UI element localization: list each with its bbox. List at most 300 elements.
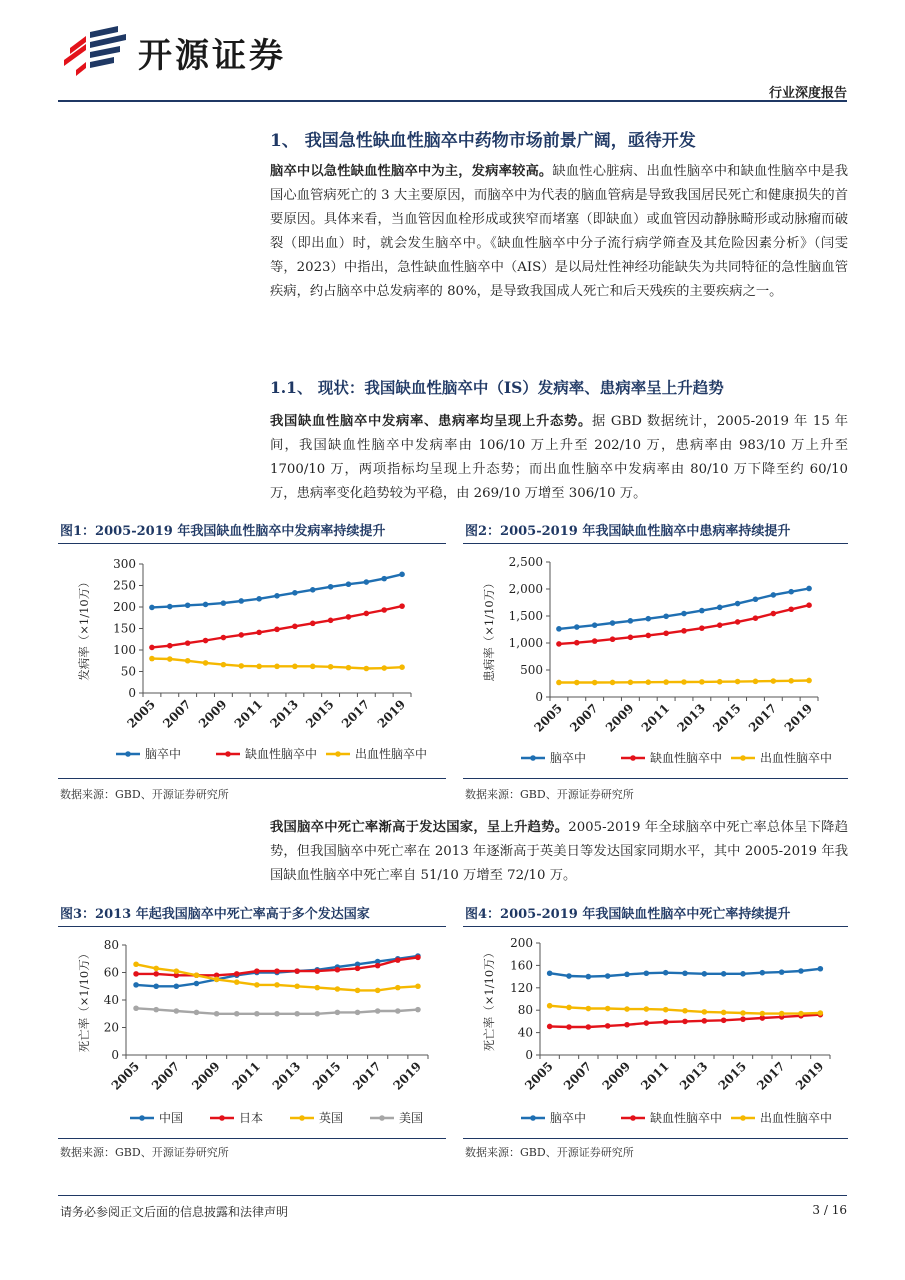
y-tick-label: 40 — [517, 1025, 533, 1040]
legend-label: 缺血性脑卒中 — [245, 747, 318, 761]
data-point — [699, 679, 705, 685]
data-point — [574, 624, 580, 630]
data-point — [328, 584, 334, 590]
y-tick-label: 60 — [103, 965, 119, 980]
data-point — [294, 968, 300, 974]
data-point — [214, 1011, 220, 1017]
legend-label: 缺血性脑卒中 — [650, 1111, 723, 1125]
data-point — [185, 640, 191, 646]
data-point — [254, 1011, 260, 1017]
data-point — [663, 630, 669, 636]
data-point — [740, 1010, 746, 1016]
data-point — [624, 972, 630, 978]
legend-label: 美国 — [399, 1111, 424, 1125]
y-tick-label: 120 — [510, 980, 533, 995]
y-tick-label: 150 — [113, 621, 136, 636]
data-point — [328, 664, 334, 670]
data-point — [753, 679, 759, 685]
data-point — [806, 602, 812, 608]
data-point — [399, 572, 405, 578]
data-point — [153, 971, 159, 977]
data-point — [238, 598, 244, 604]
x-tick-label: 2013 — [674, 701, 708, 735]
subsection-paragraph-1-lead: 我国缺血性脑卒中发病率、患病率均呈现上升态势。 — [270, 414, 592, 429]
legend-label: 出血性脑卒中 — [355, 747, 428, 761]
data-point — [395, 1008, 401, 1014]
data-point — [681, 611, 687, 617]
legend-swatch-dot — [630, 1115, 636, 1121]
footer-divider — [58, 1195, 847, 1196]
data-point — [381, 665, 387, 671]
data-point — [221, 635, 227, 641]
data-point — [274, 627, 280, 633]
data-point — [771, 678, 777, 684]
x-tick-label: 2013 — [269, 1059, 304, 1093]
data-point — [605, 1006, 611, 1012]
data-point — [274, 664, 280, 670]
data-point — [798, 1011, 804, 1017]
data-point — [740, 1016, 746, 1022]
data-point — [381, 607, 387, 613]
data-point — [645, 616, 651, 622]
data-point — [238, 632, 244, 638]
data-point — [610, 620, 616, 626]
legend-swatch-dot — [125, 751, 131, 757]
legend-label: 出血性脑卒中 — [760, 1111, 833, 1125]
figure-3-rule — [58, 926, 446, 927]
data-point — [274, 1011, 280, 1017]
data-point — [153, 966, 159, 972]
page-number: 3 / 16 — [812, 1203, 847, 1217]
data-point — [788, 678, 794, 684]
data-point — [256, 664, 262, 670]
y-tick-label: 80 — [517, 1003, 533, 1018]
data-point — [592, 638, 598, 644]
legend-label: 脑卒中 — [550, 751, 587, 765]
data-point — [167, 604, 173, 610]
x-tick-label: 2009 — [603, 701, 637, 735]
y-tick-label: 250 — [113, 578, 136, 593]
subsection-paragraph-2 — [270, 816, 848, 888]
legend-swatch-dot — [299, 1115, 305, 1121]
data-point — [574, 680, 580, 686]
data-point — [254, 982, 260, 988]
data-point — [292, 590, 298, 596]
data-point — [167, 643, 173, 649]
data-point — [292, 624, 298, 630]
x-tick-label: 2007 — [160, 697, 194, 731]
legend-swatch-dot — [530, 755, 536, 761]
figure-2-title: 图2：2005-2019 年我国缺血性脑卒中患病率持续提升 — [465, 524, 791, 539]
data-point — [415, 955, 421, 961]
data-point — [256, 596, 262, 602]
legend-label: 英国 — [319, 1111, 344, 1125]
figure-1-title: 图1：2005-2019 年我国缺血性脑卒中发病率持续提升 — [60, 524, 386, 539]
data-point — [721, 971, 727, 977]
data-point — [702, 1009, 708, 1015]
y-tick-label: 300 — [113, 557, 136, 571]
data-point — [234, 1011, 240, 1017]
data-point — [153, 1007, 159, 1013]
footer-disclaimer: 请务必参阅正文后面的信息披露和法律声明 — [60, 1205, 289, 1219]
data-point — [753, 615, 759, 621]
data-point — [721, 1010, 727, 1016]
data-point — [547, 970, 553, 976]
data-point — [346, 665, 352, 671]
x-tick-label: 2011 — [229, 1059, 263, 1093]
data-point — [328, 618, 334, 624]
y-tick-label: 1,500 — [508, 609, 543, 623]
data-point — [644, 1006, 650, 1012]
data-point — [256, 630, 262, 636]
data-point — [149, 645, 155, 651]
data-point — [721, 1017, 727, 1023]
y-tick-label: 2,500 — [508, 555, 543, 569]
legend-swatch-dot — [139, 1115, 145, 1121]
data-point — [194, 1010, 200, 1016]
data-point — [133, 971, 139, 977]
y-tick-label: 80 — [103, 938, 119, 952]
data-point — [221, 600, 227, 606]
data-point — [133, 961, 139, 967]
data-point — [771, 611, 777, 617]
data-point — [355, 966, 361, 972]
data-point — [682, 1008, 688, 1014]
data-point — [415, 983, 421, 989]
legend-swatch-dot — [630, 755, 636, 761]
data-point — [644, 1020, 650, 1026]
data-point — [605, 1023, 611, 1029]
x-tick-label: 2017 — [350, 1059, 384, 1093]
data-point — [203, 602, 209, 608]
data-point — [375, 988, 381, 994]
data-point — [310, 664, 316, 670]
data-point — [381, 576, 387, 582]
section-paragraph-body: 缺血性心脏病、出血性脑卒中和缺血性脑卒中是我国心血管病死亡的 3 大主要原因，而脑卒中为代表的脑血管病是导致我国居民死亡和健康损失的首要原因。具体来看，当血管因血栓形成或狭窄而堵塞（即缺血）或血管因动静脉畸形或动脉瘤而破裂（即出血）时，就会发生脑卒中。《缺血性脑卒中分子流行病学筛查及其危险因素分析》（闫雯等，2023）中指出，急性缺血性脑卒中（AIS）是以局灶性神经功能缺失为共同特征的急性脑血管疾病，约占脑卒中总发病率的 80%，是导致我国成人死亡和后天残疾的主要疾病之一。 — [270, 164, 849, 299]
data-point — [556, 680, 562, 686]
data-point — [682, 1019, 688, 1025]
section-paragraph-lead: 脑卒中以急性缺血性脑卒中为主，发病率较高。 — [270, 164, 553, 179]
data-point — [740, 971, 746, 977]
figure-4-chart — [463, 931, 850, 1136]
y-tick-label: 100 — [113, 643, 136, 657]
data-point — [355, 988, 361, 994]
data-point — [203, 638, 209, 644]
x-tick-label: 2019 — [390, 1059, 425, 1093]
data-point — [346, 581, 352, 587]
data-point — [234, 971, 240, 977]
data-point — [610, 680, 616, 686]
data-point — [556, 641, 562, 647]
x-tick-label: 2007 — [567, 701, 601, 735]
data-point — [663, 679, 669, 685]
data-point — [717, 679, 723, 685]
x-tick-label: 2019 — [374, 697, 409, 731]
data-point — [798, 968, 804, 974]
x-tick-label: 2013 — [676, 1059, 711, 1093]
data-point — [702, 971, 708, 977]
data-point — [254, 968, 260, 974]
data-point — [314, 1011, 320, 1017]
header-divider — [58, 100, 847, 102]
data-point — [702, 1018, 708, 1024]
data-point — [610, 636, 616, 642]
legend-swatch-dot — [219, 1115, 225, 1121]
section-title: 1、 我国急性缺血性脑卒中药物市场前景广阔，亟待开发 — [270, 131, 696, 151]
y-tick-label: 0 — [128, 686, 136, 700]
data-point — [645, 633, 651, 639]
x-tick-label: 2015 — [710, 701, 744, 735]
data-point — [314, 985, 320, 991]
y-tick-label: 50 — [120, 664, 136, 679]
y-tick-label: 40 — [103, 993, 119, 1007]
x-tick-label: 2011 — [638, 701, 673, 735]
legend-swatch-dot — [335, 751, 341, 757]
data-point — [779, 969, 785, 975]
data-point — [628, 680, 634, 686]
report-type-label: 行业深度报告 — [768, 86, 847, 101]
data-point — [699, 625, 705, 631]
data-point — [663, 970, 669, 976]
figure-1-rule — [58, 543, 446, 544]
data-point — [153, 983, 159, 989]
data-point — [335, 967, 341, 973]
y-tick-label: 200 — [510, 936, 533, 950]
data-point — [274, 593, 280, 599]
x-tick-label: 2007 — [148, 1059, 183, 1093]
x-tick-label: 2015 — [310, 1059, 344, 1093]
data-point — [628, 635, 634, 641]
data-point — [185, 658, 191, 664]
x-tick-label: 2005 — [522, 1059, 556, 1093]
data-point — [605, 973, 611, 979]
data-point — [547, 1003, 553, 1009]
data-point — [399, 603, 405, 609]
data-point — [547, 1024, 553, 1030]
data-point — [399, 664, 405, 670]
data-point — [717, 605, 723, 611]
y-tick-label: 1,000 — [508, 636, 543, 650]
data-point — [771, 592, 777, 598]
figure-1-source: 数据来源：GBD、开源证券研究所 — [60, 788, 229, 801]
company-logo — [60, 22, 286, 82]
x-tick-label: 2011 — [638, 1059, 672, 1093]
data-point — [335, 1010, 341, 1016]
data-point — [214, 977, 220, 983]
x-tick-label: 2009 — [599, 1059, 634, 1093]
y-tick-label: 20 — [103, 1020, 119, 1035]
data-point — [566, 973, 572, 979]
subsection-paragraph-1-body: 据 GBD 数据统计，2005-2019 年 15 年间，我国缺血性脑卒中发病率由 106/10 万上升至 202/10 万，患病率由 983/10 万上升至 1700/10 万，两项指标均呈现上升态势；而出血性脑卒中发病率由 80/10 万下降至约 60/10 万，患病率变化趋势较为平稳，由 269/10 万增至 306/10 万。 — [270, 414, 849, 501]
data-point — [663, 613, 669, 619]
data-point — [294, 983, 300, 989]
logo-mark-icon — [60, 22, 132, 82]
data-point — [788, 589, 794, 595]
data-point — [133, 982, 139, 988]
data-point — [133, 1005, 139, 1011]
data-point — [149, 605, 155, 611]
data-point — [167, 656, 173, 662]
figure-4-bottom-rule — [463, 1138, 848, 1139]
data-point — [753, 596, 759, 602]
data-point — [346, 614, 352, 620]
data-point — [185, 602, 191, 608]
legend-label: 缺血性脑卒中 — [650, 751, 723, 765]
data-point — [292, 664, 298, 670]
y-tick-label: 160 — [510, 958, 533, 973]
legend-swatch-dot — [740, 755, 746, 761]
data-point — [149, 656, 155, 662]
data-point — [174, 968, 180, 974]
data-point — [624, 1006, 630, 1012]
data-point — [556, 626, 562, 632]
figure-1-chart — [58, 548, 448, 773]
y-tick-label: 0 — [535, 690, 543, 704]
data-point — [238, 663, 244, 669]
x-tick-label: 2017 — [745, 701, 780, 735]
data-point — [760, 1011, 766, 1017]
subsection-paragraph-1 — [270, 410, 848, 506]
figure-3-bottom-rule — [58, 1138, 446, 1139]
data-point — [274, 982, 280, 988]
x-tick-label: 2005 — [531, 701, 566, 735]
logo-text: 开源证券 — [138, 35, 286, 76]
figure-2-chart — [463, 548, 850, 773]
data-point — [592, 680, 598, 686]
x-tick-label: 2009 — [196, 697, 230, 731]
data-point — [310, 587, 316, 593]
data-point — [294, 1011, 300, 1017]
legend-swatch-dot — [225, 751, 231, 757]
data-point — [234, 979, 240, 985]
data-point — [735, 619, 741, 625]
figure-1-bottom-rule — [58, 778, 446, 779]
figure-3-source: 数据来源：GBD、开源证券研究所 — [60, 1146, 229, 1159]
y-tick-label: 200 — [113, 600, 136, 614]
data-point — [415, 1007, 421, 1013]
legend-swatch-dot — [379, 1115, 385, 1121]
x-tick-label: 2017 — [754, 1059, 788, 1093]
y-axis-title: 死亡率（×1/10万） — [482, 946, 496, 1052]
x-tick-label: 2015 — [303, 697, 337, 731]
data-point — [586, 974, 592, 980]
y-axis-title: 患病率（×1/10万） — [482, 577, 496, 682]
data-point — [760, 970, 766, 976]
y-tick-label: 0 — [111, 1048, 119, 1062]
series-line — [152, 574, 402, 607]
data-point — [375, 963, 381, 969]
data-point — [355, 1010, 361, 1016]
data-point — [681, 679, 687, 685]
data-point — [174, 983, 180, 989]
legend-label: 脑卒中 — [550, 1111, 587, 1125]
data-point — [644, 970, 650, 976]
x-tick-label: 2017 — [338, 697, 373, 731]
y-axis-title: 死亡率（×1/10万） — [77, 947, 91, 1053]
data-point — [806, 586, 812, 592]
data-point — [735, 601, 741, 607]
figure-4-source: 数据来源：GBD、开源证券研究所 — [465, 1146, 634, 1159]
data-point — [194, 981, 200, 987]
data-point — [586, 1006, 592, 1012]
legend-label: 出血性脑卒中 — [760, 751, 833, 765]
legend-label: 日本 — [239, 1111, 264, 1125]
data-point — [586, 1024, 592, 1030]
legend-label: 中国 — [159, 1111, 184, 1125]
subsection-paragraph-2-lead: 我国脑卒中死亡率渐高于发达国家，呈上升趋势。 — [270, 820, 569, 835]
x-tick-label: 2013 — [267, 697, 301, 731]
data-point — [628, 618, 634, 624]
data-point — [203, 660, 209, 666]
figure-2-rule — [463, 543, 848, 544]
data-point — [194, 972, 200, 978]
data-point — [682, 970, 688, 976]
data-point — [395, 985, 401, 991]
y-axis-title: 发病率（×1/10万） — [77, 576, 91, 681]
figure-3-title: 图3：2013 年起我国脑卒中死亡率高于多个发达国家 — [60, 907, 370, 922]
data-point — [395, 957, 401, 963]
data-point — [310, 621, 316, 627]
x-tick-label: 2015 — [715, 1059, 750, 1093]
data-point — [574, 640, 580, 646]
data-point — [335, 986, 341, 992]
data-point — [221, 662, 227, 668]
data-point — [699, 608, 705, 614]
data-point — [681, 628, 687, 634]
x-tick-label: 2011 — [231, 697, 266, 731]
data-point — [788, 606, 794, 612]
data-point — [818, 966, 824, 972]
data-point — [314, 968, 320, 974]
data-point — [566, 1024, 572, 1030]
data-point — [735, 679, 741, 685]
x-tick-label: 2005 — [108, 1059, 143, 1093]
legend-label: 脑卒中 — [145, 747, 182, 761]
data-point — [364, 579, 370, 585]
data-point — [364, 611, 370, 617]
figure-3-chart — [58, 931, 448, 1136]
y-tick-label: 500 — [520, 663, 543, 677]
data-point — [364, 666, 370, 672]
y-tick-label: 0 — [525, 1048, 533, 1062]
legend-swatch-dot — [740, 1115, 746, 1121]
data-point — [624, 1022, 630, 1028]
figure-4-title: 图4：2005-2019 年我国缺血性脑卒中死亡率持续提升 — [465, 907, 791, 922]
data-point — [566, 1005, 572, 1011]
data-point — [806, 678, 812, 684]
x-tick-label: 2007 — [560, 1059, 595, 1093]
data-point — [717, 622, 723, 628]
x-tick-label: 2019 — [792, 1059, 827, 1093]
figure-2-bottom-rule — [463, 778, 848, 779]
data-point — [375, 1008, 381, 1014]
data-point — [779, 1011, 785, 1017]
data-point — [663, 1007, 669, 1013]
data-point — [174, 1008, 180, 1014]
subsection-title: 1.1、 现状：我国缺血性脑卒中（IS）发病率、患病率呈上升趋势 — [270, 378, 724, 397]
x-tick-label: 2005 — [124, 697, 159, 731]
x-tick-label: 2009 — [189, 1059, 223, 1093]
data-point — [274, 968, 280, 974]
y-tick-label: 2,000 — [508, 582, 543, 596]
legend-swatch-dot — [530, 1115, 536, 1121]
data-point — [645, 679, 651, 685]
figure-2-source: 数据来源：GBD、开源证券研究所 — [465, 788, 634, 801]
data-point — [663, 1019, 669, 1025]
x-tick-label: 2019 — [781, 701, 816, 735]
data-point — [592, 622, 598, 628]
subsection-paragraph-2-body: 2005-2019 年全球脑卒中死亡率总体呈下降趋势，但我国脑卒中死亡率在 2013 年逐渐高于英美日等发达国家同期水平，其中 2005-2019 年我国缺血性脑卒中死亡率自 51/10 万增至 72/10 万。 — [270, 820, 848, 883]
